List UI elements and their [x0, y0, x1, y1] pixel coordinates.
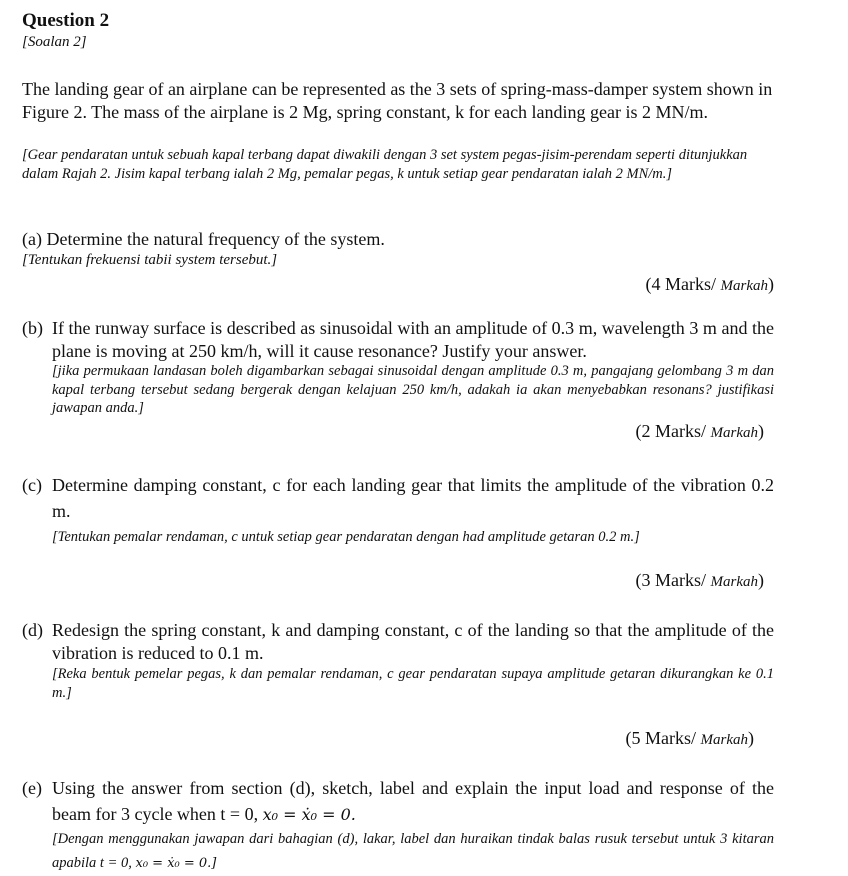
question-intro-ms: [Gear pendaratan untuk sebuah kapal terbang dapat diwakili dengan 3 set system pegas-jisim-perendam seperti ditunjukkan dalam Rajah 2. Jisim kapal terbang ialah 2 Mg, pemalar pegas, k untuk setiap gear pendaratan ialah 2 MN/m.]	[22, 147, 748, 182]
part-a-marks-word: Markah	[720, 278, 768, 294]
part-d	[22, 619, 774, 665]
part-a-label: (a)	[22, 229, 42, 249]
part-e-text-ms: [Dengan menggunakan jawapan dari bahagian (d), lakar, label dan huraikan tindak balas rusuk tersebut untuk 3 kitaran apabila t = 0,	[52, 831, 774, 871]
part-a-marks	[646, 274, 775, 295]
part-d-marks	[626, 728, 755, 749]
part-c-label: (c)	[22, 475, 42, 495]
part-d-label: (d)	[22, 620, 43, 640]
part-d-text-ms: [Reka bentuk pemelar pegas, k dan pemalar rendaman, c gear pendaratan supaya amplitude getaran dikurangkan ke 0.1 m.]	[52, 666, 774, 701]
part-e-initial-conditions-ms: x₀ = ẋ₀ = 0.]	[135, 856, 217, 871]
part-e-label: (e)	[22, 778, 42, 798]
part-a-marks-close: )	[768, 274, 774, 294]
part-c-marks-word: Markah	[710, 574, 758, 590]
part-c-marks	[636, 570, 765, 591]
part-a-marks-text: (4 Marks/	[645, 274, 716, 294]
part-e-text: Using the answer from section (d), sketch, label and explain the input load and response of the beam for 3 cycle when t = 0,	[52, 778, 774, 824]
part-b-text-ms: [jika permukaan landasan boleh digambarkan sebagai sinusoidal dengan amplitude 0.3 m, pangajang gelombang 3 m dan kapal terbang tersebut sedang bergerak dengan kelajuan 250 km/h, adakah ia akan menyebabkan resonans? justifikasi jawapan anda.]	[52, 363, 774, 416]
part-a-text-ms: [Tentukan frekuensi tabii system tersebut.]	[22, 252, 278, 268]
part-e-initial-conditions: x₀ = ẋ₀ = 0.	[262, 805, 356, 824]
part-b-label: (b)	[22, 318, 43, 338]
part-a-text: Determine the natural frequency of the system.	[46, 229, 385, 249]
part-c-marks-close: )	[758, 570, 764, 590]
part-c-text-ms: [Tentukan pemalar rendaman, c untuk setiap gear pendaratan dengan had amplitude getaran 0.2 m.]	[52, 529, 640, 545]
part-b-marks-close: )	[758, 421, 764, 441]
part-b-text: If the runway surface is described as sinusoidal with an amplitude of 0.3 m, wavelength 3 m and the plane is moving at 250 km/h, will it cause resonance? Justify your answer.	[52, 318, 774, 361]
part-b	[22, 317, 774, 363]
part-d-marks-word: Markah	[700, 732, 748, 748]
part-e-ms	[52, 827, 774, 876]
question-title-ms: [Soalan 2]	[22, 34, 87, 50]
question-intro: The landing gear of an airplane can be represented as the 3 sets of spring-mass-damper system shown in Figure 2. The mass of the airplane is 2 Mg, spring constant, k for each landing gear is 2 MN/m.	[22, 79, 773, 122]
part-c-marks-text: (3 Marks/	[635, 570, 706, 590]
part-b-marks	[636, 421, 765, 442]
part-a	[22, 228, 385, 250]
part-d-text: Redesign the spring constant, k and damping constant, c of the landing so that the amplitude of the vibration is reduced to 0.1 m.	[52, 620, 774, 663]
part-b-marks-text: (2 Marks/	[635, 421, 706, 441]
part-c-text: Determine damping constant, c for each landing gear that limits the amplitude of the vibration 0.2 m.	[52, 475, 774, 521]
part-d-marks-text: (5 Marks/	[625, 728, 696, 748]
part-d-marks-close: )	[748, 728, 754, 748]
part-b-marks-word: Markah	[710, 425, 758, 441]
part-c	[22, 472, 774, 524]
question-title: Question 2	[22, 10, 110, 31]
part-e	[22, 775, 774, 828]
